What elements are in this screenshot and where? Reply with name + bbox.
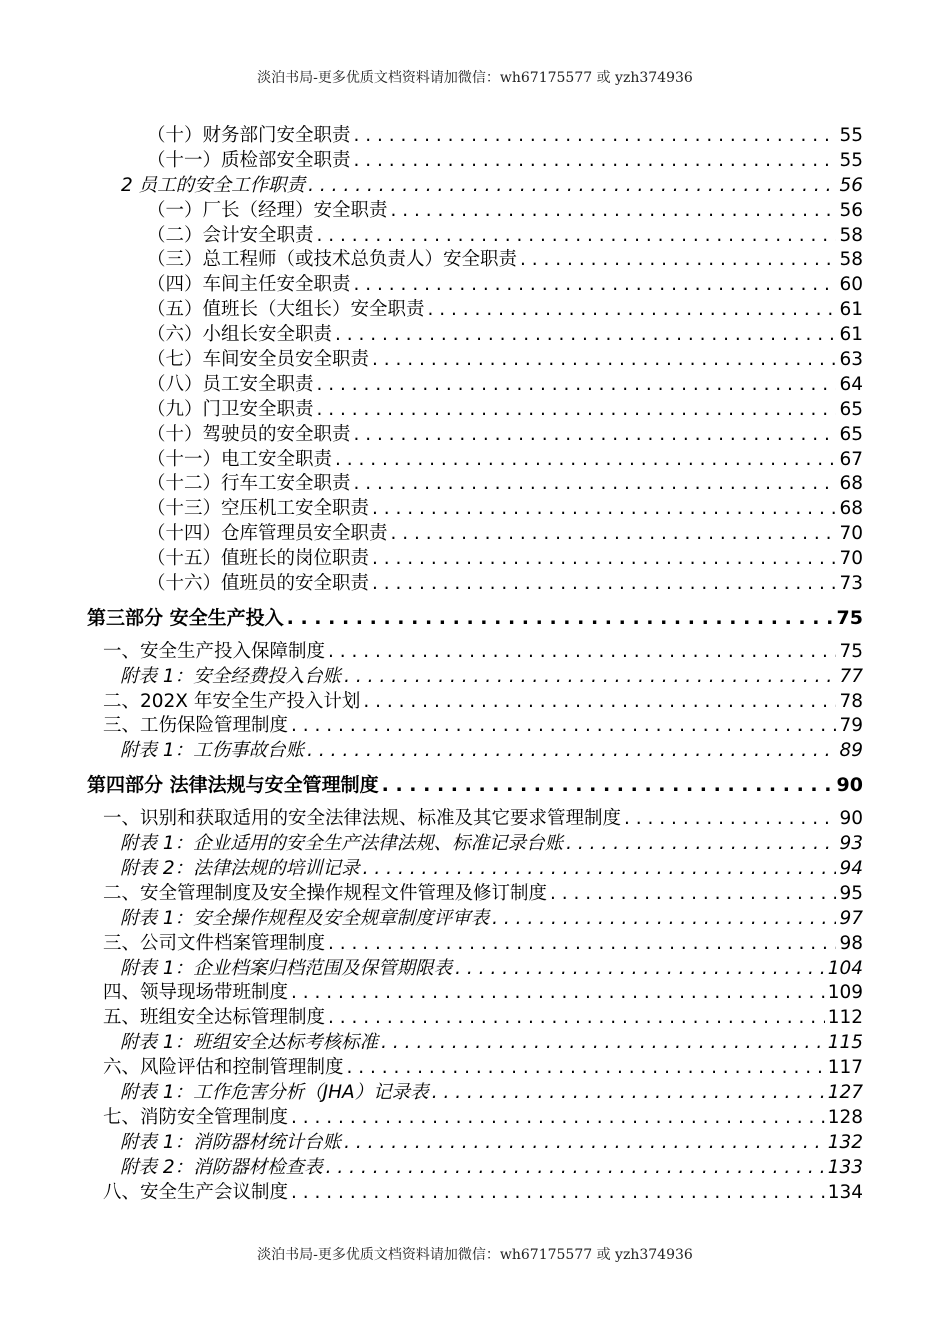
toc-entry[interactable] xyxy=(87,448,863,473)
toc-entry-title: 附表 1：班组安全达标考核标准 xyxy=(120,1032,379,1054)
toc-entry-title: 第三部分 安全生产投入 xyxy=(87,606,284,629)
toc-entry[interactable] xyxy=(87,199,863,224)
toc-entry-title: 一、识别和获取适用的安全法律法规、标准及其它要求管理制度 xyxy=(103,808,622,830)
toc-entry-page-number: 61 xyxy=(839,299,863,321)
toc-entry-page-number: 65 xyxy=(839,423,863,445)
toc-entry-title: 2 员工的安全工作职责 xyxy=(121,174,306,196)
toc-entry-title: 四、领导现场带班制度 xyxy=(103,982,289,1004)
toc-entry-page-number: 73 xyxy=(839,573,863,595)
toc-entry-page-number: 133 xyxy=(827,1156,863,1178)
toc-entry[interactable] xyxy=(87,373,863,398)
toc-entry[interactable] xyxy=(87,348,863,373)
toc-entry[interactable] xyxy=(87,248,863,273)
toc-entry[interactable] xyxy=(87,807,863,832)
toc-entry-page-number: 132 xyxy=(827,1131,863,1153)
dot-leader xyxy=(317,373,837,398)
toc-entry-title: 附表 1：工作危害分析（JHA）记录表 xyxy=(120,1081,429,1103)
dot-leader xyxy=(354,273,837,298)
toc-entry[interactable] xyxy=(87,298,863,323)
toc-entry[interactable] xyxy=(87,907,863,932)
toc-entry[interactable] xyxy=(87,1031,863,1056)
toc-entry-title: （十）驾驶员的安全职责 xyxy=(147,423,351,445)
dot-leader xyxy=(347,1056,825,1081)
toc-part-heading[interactable] xyxy=(87,773,863,798)
toc-entry-title: 附表 1：安全经费投入台账 xyxy=(120,665,342,687)
dot-leader xyxy=(624,807,836,832)
dot-leader xyxy=(328,932,836,957)
dot-leader xyxy=(428,298,837,323)
toc-entry-page-number: 95 xyxy=(839,882,863,904)
toc-entry[interactable] xyxy=(87,522,863,547)
dot-leader xyxy=(381,1031,825,1056)
toc-entry-title: （十一）质检部安全职责 xyxy=(147,149,351,171)
toc-entry[interactable] xyxy=(87,1181,863,1206)
toc-entry-page-number: 89 xyxy=(839,740,863,762)
toc-entry-page-number: 127 xyxy=(827,1081,863,1103)
toc-entry-page-number: 97 xyxy=(839,907,863,929)
toc-entry-page-number: 90 xyxy=(839,808,863,830)
toc-entry-page-number: 117 xyxy=(827,1057,863,1079)
toc-entry[interactable] xyxy=(87,124,863,149)
toc-entry-title: （七）车间安全员安全职责 xyxy=(147,349,370,371)
toc-entry-page-number: 56 xyxy=(839,174,863,196)
toc-entry[interactable] xyxy=(87,640,863,665)
toc-entry[interactable] xyxy=(87,273,863,298)
toc-entry-title: 一、安全生产投入保障制度 xyxy=(103,640,326,662)
toc-entry-page-number: 115 xyxy=(827,1032,863,1054)
toc-entry-title: 附表 2：法律法规的培训记录 xyxy=(120,857,360,879)
toc-entry-page-number: 67 xyxy=(839,448,863,470)
toc-entry-page-number: 78 xyxy=(839,690,863,712)
dot-leader xyxy=(344,1131,825,1156)
dot-leader xyxy=(363,690,836,715)
toc-entry-page-number: 65 xyxy=(839,398,863,420)
toc-entry-title: 二、202X 年安全生产投入计划 xyxy=(103,690,361,712)
dot-leader xyxy=(335,323,836,348)
toc-entry[interactable] xyxy=(87,1056,863,1081)
dot-leader xyxy=(391,522,837,547)
toc-entry[interactable] xyxy=(87,957,863,982)
table-of-contents xyxy=(87,124,863,1205)
toc-entry[interactable] xyxy=(87,398,863,423)
toc-entry-title: （十一）电工安全职责 xyxy=(147,448,333,470)
dot-leader xyxy=(391,199,837,224)
toc-entry[interactable] xyxy=(87,224,863,249)
toc-entry-page-number: 58 xyxy=(839,224,863,246)
toc-entry-title: 七、消防安全管理制度 xyxy=(103,1106,289,1128)
toc-entry[interactable] xyxy=(87,1081,863,1106)
dot-leader xyxy=(363,857,837,882)
toc-entry-page-number: 56 xyxy=(839,199,863,221)
dot-leader xyxy=(492,907,836,932)
dot-leader xyxy=(354,149,837,174)
toc-entry-title: 附表 1：安全操作规程及安全规章制度评审表 xyxy=(120,907,490,929)
toc-entry[interactable] xyxy=(87,472,863,497)
toc-entry-title: （十二）行车工安全职责 xyxy=(147,473,351,495)
toc-entry-title: （九）门卫安全职责 xyxy=(147,398,314,420)
dot-leader xyxy=(344,665,836,690)
toc-entry-title: （十五）值班长的岗位职责 xyxy=(147,548,370,570)
dot-leader xyxy=(455,957,825,982)
toc-entry-title: 附表 1：企业档案归档范围及保管期限表 xyxy=(120,957,453,979)
toc-entry-title: （十四）仓库管理员安全职责 xyxy=(147,523,388,545)
toc-entry-title: 附表 1：工伤事故台账 xyxy=(120,740,305,762)
dot-leader xyxy=(566,832,836,857)
toc-entry-page-number: 93 xyxy=(839,833,863,855)
dot-leader xyxy=(335,448,836,473)
dot-leader xyxy=(354,423,837,448)
toc-entry-page-number: 60 xyxy=(839,274,863,296)
toc-entry[interactable] xyxy=(87,714,863,739)
toc-entry[interactable] xyxy=(87,1006,863,1031)
dot-leader xyxy=(317,398,837,423)
toc-entry[interactable] xyxy=(87,665,863,690)
toc-entry[interactable] xyxy=(87,690,863,715)
toc-entry-title: 五、班组安全达标管理制度 xyxy=(103,1007,326,1029)
toc-entry-page-number: 70 xyxy=(839,523,863,545)
dot-leader xyxy=(291,981,825,1006)
toc-entry[interactable] xyxy=(87,423,863,448)
toc-entry-page-number: 77 xyxy=(839,665,863,687)
toc-entry-page-number: 134 xyxy=(827,1181,863,1203)
toc-entry-page-number: 58 xyxy=(839,249,863,271)
toc-entry-title: （一）厂长（经理）安全职责 xyxy=(147,199,388,221)
dot-leader xyxy=(317,224,837,249)
toc-entry[interactable] xyxy=(87,882,863,907)
dot-leader xyxy=(291,714,836,739)
toc-entry-title: （八）员工安全职责 xyxy=(147,373,314,395)
toc-entry-title: （十三）空压机工安全职责 xyxy=(147,498,370,520)
toc-entry-title: 附表 1：企业适用的安全生产法律法规、标准记录台账 xyxy=(120,833,564,855)
dot-leader xyxy=(372,497,836,522)
toc-entry-page-number: 63 xyxy=(839,349,863,371)
toc-entry-page-number: 79 xyxy=(839,715,863,737)
toc-entry-page-number: 94 xyxy=(839,857,863,879)
dot-leader xyxy=(308,174,836,199)
toc-entry-title: 二、安全管理制度及安全操作规程文件管理及修订制度 xyxy=(103,882,548,904)
toc-entry[interactable] xyxy=(87,497,863,522)
dot-leader xyxy=(354,472,837,497)
dot-leader xyxy=(287,606,834,631)
dot-leader xyxy=(326,1156,825,1181)
dot-leader xyxy=(372,348,836,373)
toc-entry[interactable] xyxy=(87,149,863,174)
toc-entry[interactable] xyxy=(87,547,863,572)
toc-entry-page-number: 61 xyxy=(839,324,863,346)
toc-entry-title: （三）总工程师（或技术总负责人）安全职责 xyxy=(147,249,518,271)
toc-entry-title: 六、风险评估和控制管理制度 xyxy=(103,1057,344,1079)
dot-leader xyxy=(372,547,836,572)
toc-entry-page-number: 68 xyxy=(839,473,863,495)
toc-entry-page-number: 64 xyxy=(839,373,863,395)
toc-entry-page-number: 90 xyxy=(836,774,863,797)
toc-entry-title: 八、安全生产会议制度 xyxy=(103,1181,289,1203)
toc-entry[interactable] xyxy=(87,1131,863,1156)
toc-entry[interactable] xyxy=(87,932,863,957)
toc-entry-page-number: 104 xyxy=(827,957,863,979)
dot-leader xyxy=(520,248,836,273)
toc-entry[interactable] xyxy=(87,323,863,348)
toc-entry-page-number: 55 xyxy=(839,149,863,171)
toc-entry[interactable] xyxy=(87,1106,863,1131)
toc-entry-title: 第四部分 法律法规与安全管理制度 xyxy=(87,774,379,797)
dot-leader xyxy=(307,739,836,764)
toc-entry-title: 附表 1：消防器材统计台账 xyxy=(120,1131,342,1153)
toc-entry[interactable] xyxy=(87,174,863,199)
toc-entry-title: （十）财务部门安全职责 xyxy=(147,125,351,146)
page-footer: 淡泊书局-更多优质文档资料请加微信：wh67175577 或 yzh374936 xyxy=(257,1247,693,1263)
dot-leader xyxy=(328,640,836,665)
toc-entry-page-number: 112 xyxy=(827,1007,863,1029)
dot-leader xyxy=(550,882,836,907)
toc-entry-title: （四）车间主任安全职责 xyxy=(147,274,351,296)
toc-entry-title: 附表 2：消防器材检查表 xyxy=(120,1156,323,1178)
dot-leader xyxy=(328,1006,825,1031)
toc-entry[interactable] xyxy=(87,981,863,1006)
toc-entry-title: （十六）值班员的安全职责 xyxy=(147,573,370,595)
dot-leader xyxy=(354,124,837,149)
toc-entry-page-number: 55 xyxy=(839,125,863,146)
toc-entry-page-number: 109 xyxy=(827,982,863,1004)
toc-part-heading[interactable] xyxy=(87,606,863,631)
toc-entry-page-number: 75 xyxy=(836,606,863,629)
dot-leader xyxy=(291,1106,825,1131)
dot-leader xyxy=(291,1181,825,1206)
toc-entry[interactable] xyxy=(87,857,863,882)
dot-leader xyxy=(372,572,836,597)
toc-entry[interactable] xyxy=(87,832,863,857)
toc-entry-page-number: 68 xyxy=(839,498,863,520)
toc-entry-page-number: 75 xyxy=(839,640,863,662)
toc-entry[interactable] xyxy=(87,572,863,597)
toc-entry-title: （二）会计安全职责 xyxy=(147,224,314,246)
toc-entry-page-number: 128 xyxy=(827,1106,863,1128)
toc-entry[interactable] xyxy=(87,1156,863,1181)
dot-leader xyxy=(382,773,834,798)
toc-entry-page-number: 70 xyxy=(839,548,863,570)
toc-entry-title: （六）小组长安全职责 xyxy=(147,324,333,346)
toc-entry-title: （五）值班长（大组长）安全职责 xyxy=(147,299,425,321)
toc-entry-page-number: 98 xyxy=(839,932,863,954)
toc-entry-title: 三、公司文件档案管理制度 xyxy=(103,932,326,954)
dot-leader xyxy=(432,1081,825,1106)
toc-entry[interactable] xyxy=(87,739,863,764)
page-header: 淡泊书局-更多优质文档资料请加微信：wh67175577 或 yzh374936 xyxy=(257,70,693,86)
toc-entry-title: 三、工伤保险管理制度 xyxy=(103,715,289,737)
